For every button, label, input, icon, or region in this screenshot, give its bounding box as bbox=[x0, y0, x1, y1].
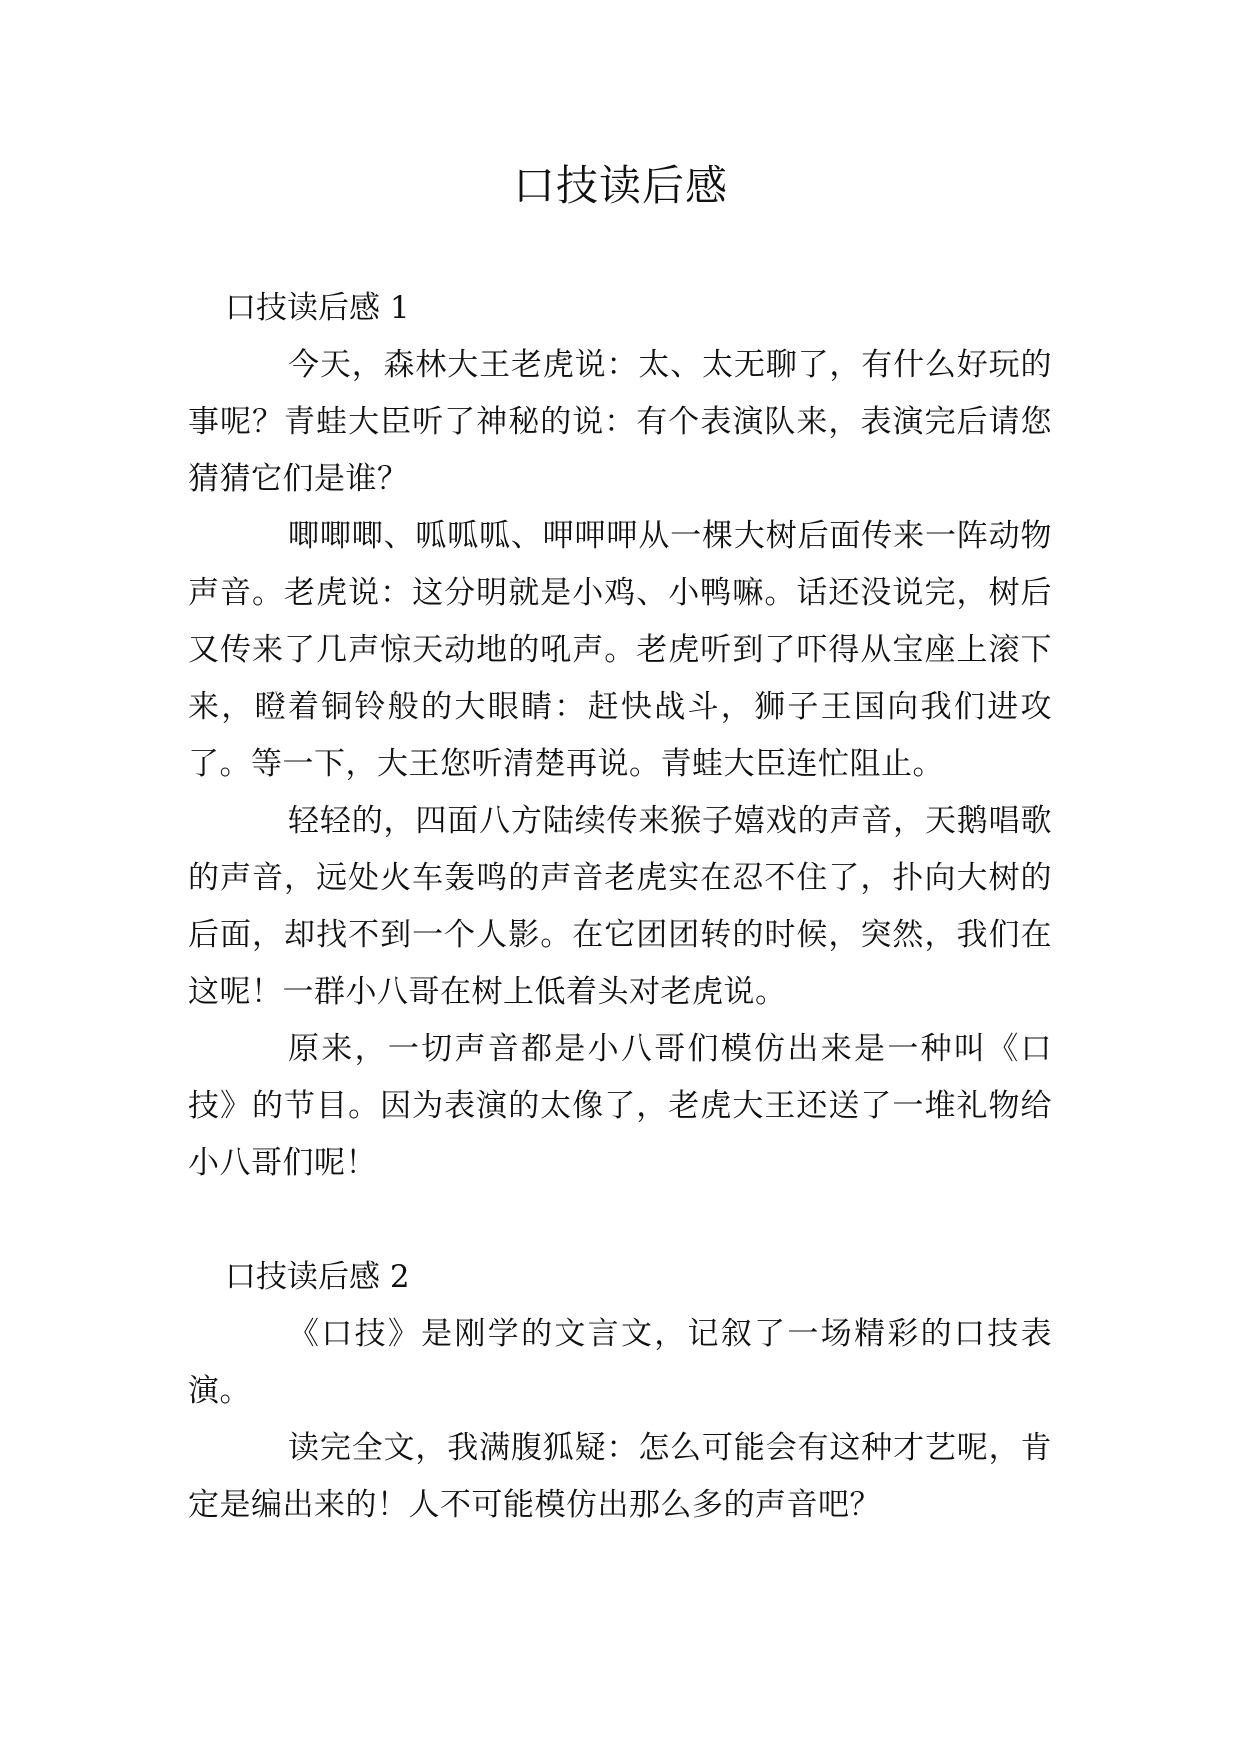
paragraph: 唧唧唧、呱呱呱、呷呷呷从一棵大树后面传来一阵动物声音。老虎说：这分明就是小鸡、小鸭嘛。话还没说完，树后又传来了几声惊天动地的吼声。老虎听到了吓得从宝座上滚下来，瞪着铜铃般的大眼睛：赶快战斗，狮子王国向我们进攻了。等一下，大王您听清楚再说。青蛙大臣连忙阻止。 bbox=[188, 518, 1052, 782]
section-heading-2: 口技读后感 2 bbox=[225, 1259, 410, 1295]
paragraph: 今天，森林大王老虎说：太、太无聊了，有什么好玩的事呢？青蛙大臣听了神秘的说：有个表演队来，表演完后请您猜猜它们是谁？ bbox=[188, 347, 1052, 497]
document-body bbox=[188, 280, 1052, 1534]
paragraph: 轻轻的，四面八方陆续传来猴子嬉戏的声音，天鹅唱歌的声音，远处火车轰鸣的声音老虎实在忍不住了，扑向大树的后面，却找不到一个人影。在它团团转的时候，突然，我们在这呢！一群小八哥在树上低着头对老虎说。 bbox=[188, 803, 1052, 1010]
paragraph: 读完全文，我满腹狐疑：怎么可能会有这种才艺呢，肯定是编出来的！人不可能模仿出那么多的声音吧？ bbox=[188, 1430, 1052, 1523]
section-heading-1: 口技读后感 1 bbox=[225, 290, 410, 326]
paragraph: 《口技》是刚学的文言文，记叙了一场精彩的口技表演。 bbox=[188, 1316, 1052, 1409]
section-spacer bbox=[188, 1192, 1052, 1249]
page-title: 口技读后感 bbox=[512, 161, 728, 210]
paragraph: 原来，一切声音都是小八哥们模仿出来是一种叫《口技》的节目。因为表演的太像了，老虎大王还送了一堆礼物给小八哥们呢！ bbox=[188, 1031, 1052, 1181]
